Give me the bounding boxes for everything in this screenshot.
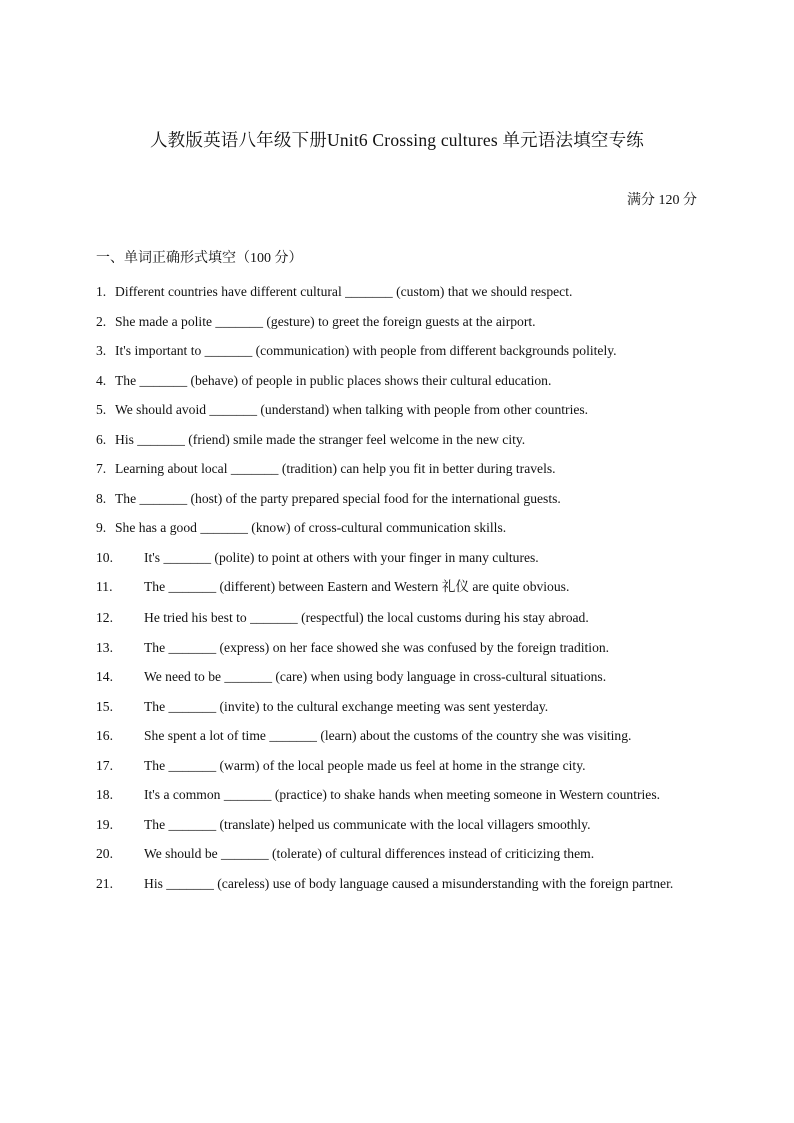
question-item [96, 844, 696, 863]
question-text: He tried his best to _______ (respectful) the local customs during his stay abroad. [144, 610, 589, 625]
question-item [96, 518, 696, 537]
question-number: 4. [96, 372, 107, 388]
question-item [96, 608, 696, 627]
question-item [96, 726, 696, 745]
question-text: His _______ (friend) smile made the stranger feel welcome in the new city. [115, 431, 526, 447]
question-list [96, 282, 696, 903]
question-number: 13. [96, 639, 113, 655]
question-text: The _______ (host) of the party prepared special food for the international guests. [115, 490, 561, 506]
question-item [96, 697, 696, 716]
question-text: We should be _______ (tolerate) of cultural differences instead of criticizing them. [144, 846, 595, 861]
question-text: The _______ (express) on her face showed she was confused by the foreign tradition. [144, 639, 610, 655]
question-item [96, 282, 696, 301]
question-number: 10. [96, 549, 113, 565]
question-number: 18. [96, 787, 113, 802]
question-item [96, 459, 696, 478]
question-item [96, 785, 696, 804]
question-text: She has a good _______ (know) of cross-cultural communication skills. [115, 520, 507, 535]
question-item [96, 400, 696, 419]
page-title: 人教版英语八年级下册Unit6 Crossing cultures 单元语法填空专练 [149, 130, 644, 150]
question-item [96, 341, 696, 360]
question-number: 15. [96, 698, 113, 714]
question-number: 20. [96, 846, 113, 861]
question-item [96, 874, 696, 893]
question-number: 2. [96, 313, 107, 329]
question-text: She spent a lot of time _______ (learn) about the customs of the country she was visiting. [144, 728, 632, 743]
question-text: Learning about local _______ (tradition) can help you fit in better during travels. [115, 461, 556, 476]
question-item [96, 815, 696, 834]
question-text: The _______ (invite) to the cultural exchange meeting was sent yesterday. [144, 698, 549, 714]
question-number: 8. [96, 490, 107, 506]
question-number: 16. [96, 728, 113, 743]
question-number: 3. [96, 343, 107, 358]
question-item [96, 489, 696, 508]
question-item [96, 638, 696, 657]
question-item [96, 312, 696, 331]
question-text: It's important to _______ (communication) with people from different backgrounds politely. [115, 343, 617, 358]
question-number: 12. [96, 610, 113, 625]
question-text: We need to be _______ (care) when using body language in cross-cultural situations. [144, 669, 607, 684]
question-number: 5. [96, 402, 107, 417]
question-number: 14. [96, 669, 113, 684]
question-item [96, 548, 696, 567]
question-item [96, 430, 696, 449]
total-score: 满分 120 分 [627, 193, 697, 208]
question-number: 9. [96, 520, 107, 535]
question-text: The _______ (translate) helped us communicate with the local villagers smoothly. [144, 816, 591, 832]
question-text: It's a common _______ (practice) to shake hands when meeting someone in Western countries. [144, 787, 661, 802]
question-item [96, 371, 696, 390]
question-text: We should avoid _______ (understand) when talking with people from other countries. [115, 402, 589, 417]
section-heading: 一、单词正确形式填空（100 分） [96, 251, 303, 266]
question-number: 1. [96, 284, 107, 299]
question-item [96, 756, 696, 775]
question-number: 7. [96, 461, 107, 476]
question-text: His _______ (careless) use of body language caused a misunderstanding with the foreign partner. [144, 875, 674, 891]
question-text: The _______ (different) between Eastern and Western 礼仪 are quite obvious. [144, 579, 570, 594]
question-item [96, 577, 696, 596]
question-number: 19. [96, 816, 113, 832]
question-item [96, 667, 696, 686]
question-text: Different countries have different cultural _______ (custom) that we should respect. [115, 284, 573, 299]
question-number: 17. [96, 757, 113, 773]
question-text: The _______ (warm) of the local people made us feel at home in the strange city. [144, 757, 586, 773]
question-number: 11. [96, 579, 113, 594]
question-text: It's _______ (polite) to point at others with your finger in many cultures. [144, 549, 539, 565]
question-text: She made a polite _______ (gesture) to greet the foreign guests at the airport. [115, 313, 536, 329]
question-number: 21. [96, 875, 113, 891]
question-number: 6. [96, 431, 107, 447]
question-text: The _______ (behave) of people in public places shows their cultural education. [115, 372, 552, 388]
